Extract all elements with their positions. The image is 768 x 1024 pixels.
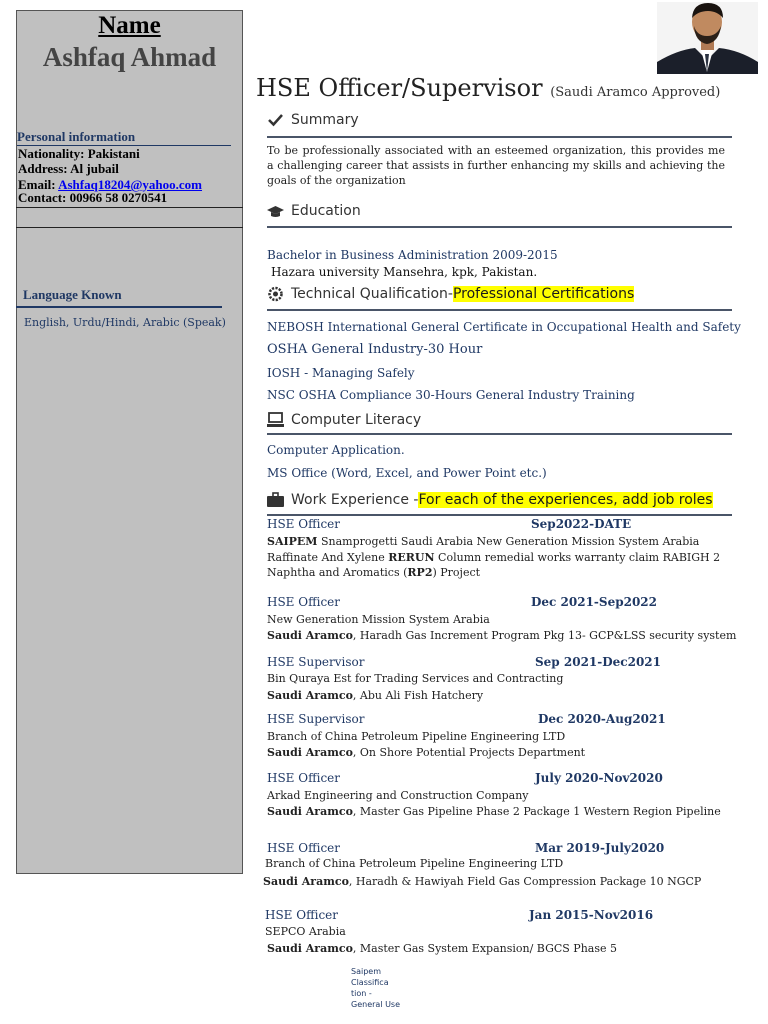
job-client-bold: Saudi Aramco [267,629,353,642]
job-project-text: Column remedial works warranty claim RABIGH 2 [434,551,721,564]
technical-heading [267,286,634,302]
summary-text: To be professionally associated with an esteemed organization, this provides me a challenging career that assists in further enhancing my skills and achieving the goals of the organization [267,144,725,187]
education-institution: Hazara university Mansehra, kpk, Pakistan. [271,265,538,279]
job-project-text: Raffinate And Xylene [267,551,389,564]
computer-item: MS Office (Word, Excel, and Power Point etc.) [267,466,547,480]
job-client-bold: Saudi Aramco [263,875,349,888]
email-link[interactable]: Ashfaq18204@yahoo.com [58,177,203,192]
job-title-subtitle: (Saudi Aramco Approved) [550,85,721,100]
job-project-text: Naphtha and Aromatics ( [267,566,408,579]
language-divider [16,306,222,308]
job-role: HSE Supervisor [267,655,365,669]
job-client-bold: Saudi Aramco [267,805,353,818]
job-company-rest: Snamprogetti Saudi Arabia New Generation Mission System Arabia [317,535,700,548]
work-heading-label: Work Experience - [291,492,419,508]
computer-item: Computer Application. [267,443,405,457]
job-client-rest: , Abu Ali Fish Hatchery [352,689,484,702]
briefcase-icon [267,492,284,508]
job-client [267,942,617,955]
job-role: HSE Officer [267,517,341,531]
checkmark-icon [267,112,284,128]
job-client-bold: Saudi Aramco [267,942,353,955]
job-role: HSE Officer [267,595,341,609]
technical-heading-text [291,286,634,302]
job-period: Dec 2020-Aug2021 [538,712,666,726]
work-heading-text [291,492,713,508]
job-client [267,805,721,818]
job-period: Dec 2021-Sep2022 [531,595,657,609]
job-company: SEPCO Arabia [265,925,346,938]
summary-heading [267,112,359,128]
technical-heading-label: Technical Qualification- [291,286,453,302]
job-client-rest: , On Shore Potential Projects Department [352,746,586,759]
sidebar-divider [16,227,243,228]
job-client [263,875,701,888]
technical-heading-highlight: Professional Certifications [452,286,635,302]
computer-icon [267,412,284,428]
job-client-rest: , Haradh & Hawiyah Field Gas Compression Package 10 NGCP [348,875,702,888]
job-project [267,566,480,579]
job-project-bold: RP2 [407,566,433,579]
technical-divider [267,309,732,311]
job-client-bold: Saudi Aramco [267,689,353,702]
job-company-bold: SAIPEM [267,535,318,548]
language-label: Language Known [23,287,122,302]
job-role: HSE Officer [267,841,341,855]
work-heading-highlight: For each of the experiences, add job roles [418,492,713,508]
certification-item: NSC OSHA Compliance 30-Hours General Industry Training [267,388,635,402]
job-role: HSE Officer [267,771,341,785]
work-divider [267,514,732,516]
job-role: HSE Supervisor [267,712,365,726]
email-prefix: Email: [18,177,59,192]
address: Address: Al jubail [18,161,119,176]
job-period: Sep 2021-Dec2021 [535,655,661,669]
gear-icon [267,286,284,302]
job-title-text: HSE Officer/Supervisor [256,74,543,102]
job-title [256,74,720,102]
job-period: Jan 2015-Nov2016 [529,908,654,922]
job-company [267,535,699,548]
education-degree: Bachelor in Business Administration 2009-2015 [267,248,558,262]
job-client-bold: Saudi Aramco [267,746,353,759]
job-client-rest: , Master Gas System Expansion/ BGCS Phase 5 [352,942,617,955]
job-company: New Generation Mission System Arabia [267,613,490,626]
job-period: July 2020-Nov2020 [535,771,663,785]
name-heading: Name [98,12,161,39]
job-company: Branch of China Petroleum Pipeline Engineering LTD [265,857,564,870]
job-client [267,629,736,642]
job-period: Sep2022-DATE [531,517,632,531]
job-client [267,689,483,702]
classification-label: Saipem Classifica tion - General Use [351,967,401,1009]
job-client [267,746,585,759]
summary-heading-text: Summary [291,112,359,128]
certification-item: IOSH - Managing Safely [267,366,415,380]
certification-item: NEBOSH International General Certificate in Occupational Health and Safety [267,320,741,334]
job-role: HSE Officer [265,908,339,922]
job-client-rest: , Master Gas Pipeline Phase 2 Package 1 Western Region Pipeline [352,805,721,818]
summary-divider [267,136,732,138]
certification-item: OSHA General Industry-30 Hour [267,342,483,357]
job-company: Branch of China Petroleum Pipeline Engineering LTD [267,730,566,743]
job-project [267,551,720,564]
job-project-bold: RERUN [388,551,435,564]
job-period: Mar 2019-July2020 [535,841,665,855]
computer-divider [267,433,732,435]
candidate-name: Ashfaq Ahmad [42,42,217,72]
languages: English, Urdu/Hindi, Arabic (Speak) [24,316,226,329]
personal-info-label: Personal information [17,129,136,144]
job-company: Bin Quraya Est for Trading Services and Contracting [267,672,564,685]
work-heading [267,492,713,508]
education-divider [267,226,732,228]
education-heading [267,203,361,219]
sidebar-divider [16,207,243,208]
computer-heading [267,412,421,428]
job-company: Arkad Engineering and Construction Company [267,789,529,802]
graduation-cap-icon [267,203,284,219]
profile-photo [657,2,758,74]
person-icon [657,2,758,74]
job-client-rest: , Haradh Gas Increment Program Pkg 13- GCP&LSS security system [352,629,737,642]
nationality: Nationality: Pakistani [18,146,140,161]
job-project-text: ) Project [432,566,481,579]
education-heading-text: Education [291,203,361,219]
contact: Contact: 00966 58 0270541 [18,190,168,205]
computer-heading-text: Computer Literacy [291,412,422,428]
